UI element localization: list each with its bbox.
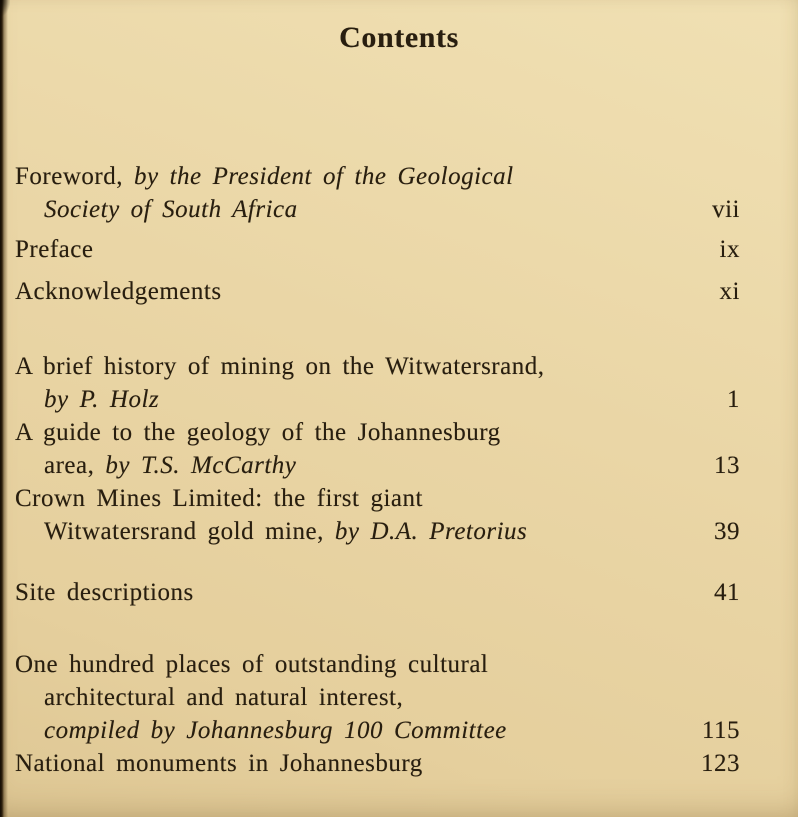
toc-line (15, 648, 690, 681)
toc-text-segment: Witwatersrand gold mine, (44, 517, 335, 545)
toc-line (15, 681, 690, 714)
toc-entry-text (15, 233, 708, 266)
toc-text-segment: Site descriptions (15, 578, 194, 606)
toc-entry-text (15, 576, 702, 609)
toc-entry-brief-history (15, 350, 740, 416)
toc-entry-text (15, 350, 715, 416)
toc-line (15, 449, 702, 482)
toc-line (15, 383, 715, 416)
toc-line (15, 275, 708, 308)
toc-entry-text (15, 482, 702, 548)
toc-line (15, 747, 689, 780)
toc-entry-page-number: 39 (714, 517, 740, 545)
toc-line (15, 714, 690, 747)
toc-entry-preface (15, 233, 740, 266)
toc-entry-hundred-places (15, 648, 740, 747)
toc-entry-national-monuments (15, 747, 740, 780)
toc-entry-page-number: 13 (714, 451, 740, 479)
toc-entry-geology-guide (15, 416, 740, 482)
toc-text-segment: compiled by Johannesburg 100 Committee (44, 716, 507, 744)
toc-text-segment: Crown Mines Limited: the first giant (15, 484, 423, 512)
toc-entry-page-number: 41 (714, 578, 740, 606)
toc-entry-site-descriptions (15, 576, 740, 609)
toc-line (15, 160, 700, 193)
toc-entry-page-number: ix (719, 235, 740, 263)
toc-text-segment: by P. Holz (44, 385, 160, 413)
toc-text-segment: Preface (15, 235, 94, 263)
toc-entry-acknowledgements (15, 275, 740, 308)
toc-text-segment: A guide to the geology of the Johannesburg (15, 418, 501, 446)
toc-text-segment: by D.A. Pretorius (334, 517, 528, 545)
toc-entry-text (15, 275, 708, 308)
toc-text-segment: National monuments in Johannesburg (15, 749, 423, 777)
toc-text-segment: Society of South Africa (44, 195, 298, 223)
toc-line (15, 576, 702, 609)
toc-entry-page-number: xi (719, 277, 740, 305)
toc-line (15, 482, 702, 515)
toc-line (15, 416, 702, 449)
toc-text-segment: area, (44, 451, 106, 479)
toc-entry-text (15, 416, 702, 482)
toc-entry-page-number: 123 (701, 749, 740, 777)
toc-entry-text (15, 747, 689, 780)
toc-entry-text (15, 160, 700, 226)
toc-text-segment: Foreword, (15, 162, 134, 190)
toc-text-segment: A brief history of mining on the Witwatersrand, (15, 352, 545, 380)
toc-text-segment: by T.S. McCarthy (105, 451, 297, 479)
page-title: Contents (339, 21, 459, 54)
toc-line (15, 515, 702, 548)
toc-entry-page-number: vii (712, 195, 740, 223)
toc-line (15, 350, 715, 383)
toc-text-segment: Acknowledgements (15, 277, 222, 305)
toc-text-segment: architectural and natural interest, (44, 683, 404, 711)
toc-text-segment: by the President of the Geological (133, 162, 514, 190)
toc-entry-crown-mines (15, 482, 740, 548)
book-gutter-shadow (0, 0, 8, 817)
toc-entry-text (15, 648, 690, 747)
table-of-contents (15, 160, 740, 780)
toc-entry-page-number: 115 (701, 716, 740, 744)
toc-text-segment: One hundred places of outstanding cultural (15, 650, 489, 678)
toc-line (15, 233, 708, 266)
toc-entry-page-number: 1 (727, 385, 740, 413)
book-gutter-corner-shadow (0, 0, 10, 16)
toc-entry-foreword (15, 160, 740, 226)
toc-line (15, 193, 700, 226)
